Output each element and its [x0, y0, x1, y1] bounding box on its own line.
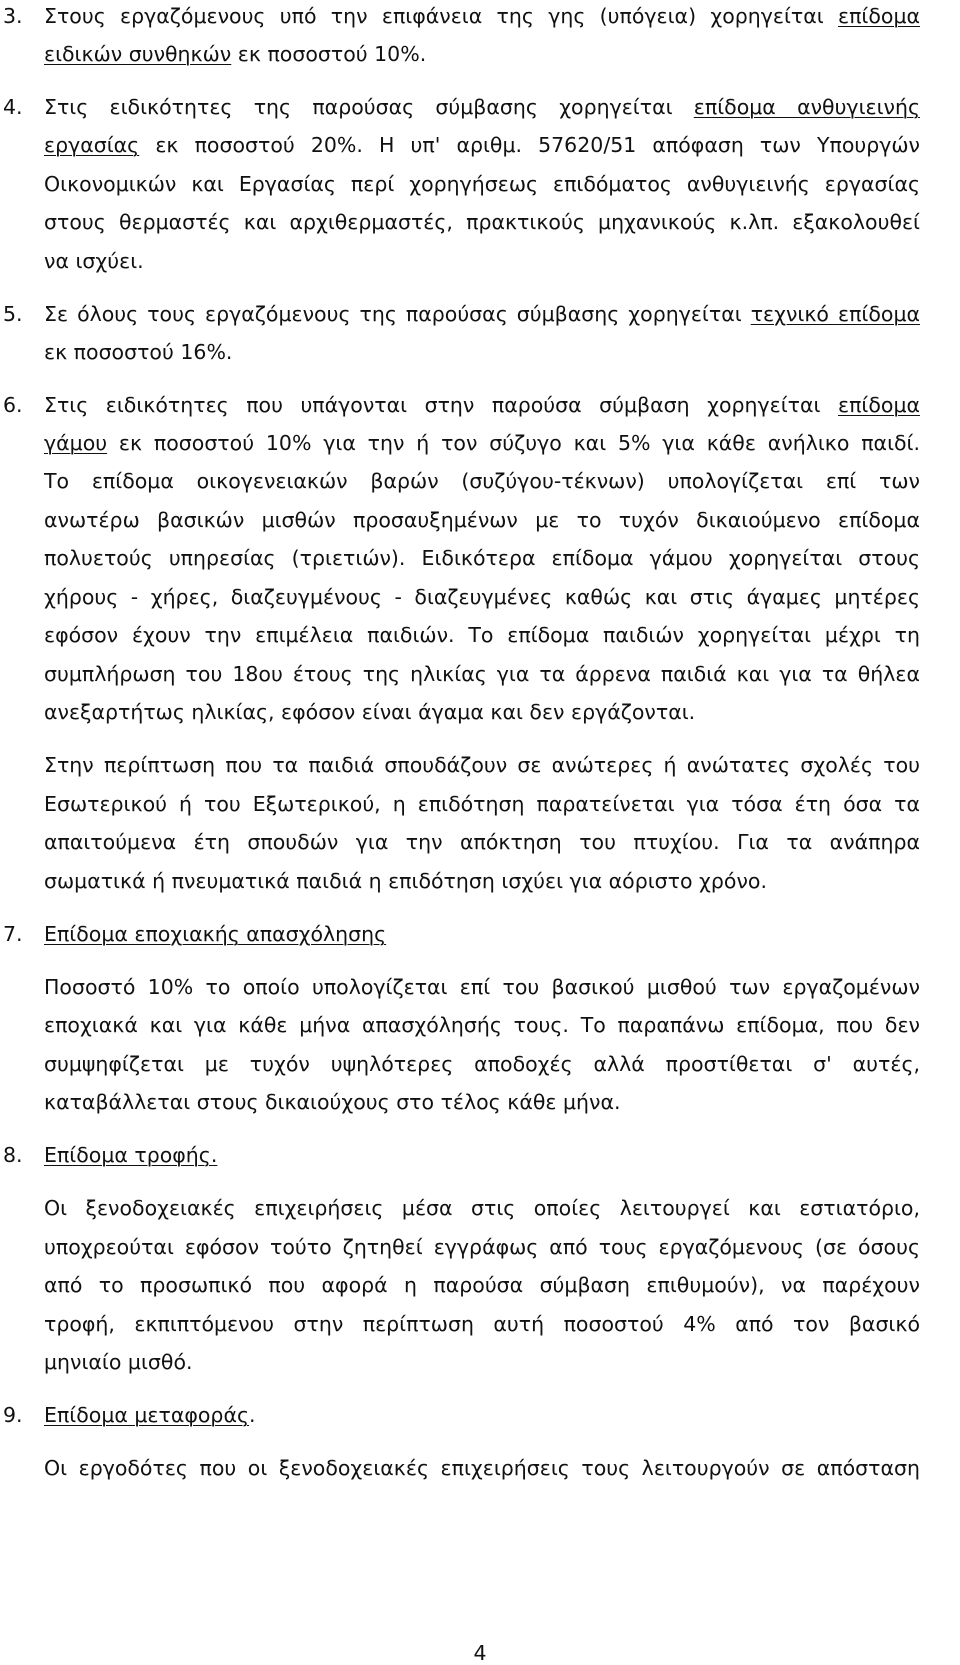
text: εκ ποσοστού 10% για την ή τον σύζυγο και 5% για κάθε ανήλικο παιδί.: [107, 431, 920, 455]
text: .: [249, 1403, 256, 1427]
item-number: 6.: [3, 393, 23, 417]
paragraph-line: [44, 300, 920, 328]
paragraph-line: σωματικά ή πνευματικά παιδιά η επιδότηση ισχύει για αόριστο χρόνο.: [44, 869, 767, 893]
paragraph-line: καταβάλλεται στους δικαιούχους στο τέλος κάθε μήνα.: [44, 1090, 621, 1114]
underlined-term: τεχνικό επίδομα: [750, 302, 921, 326]
paragraph-line: [44, 93, 920, 121]
paragraph-line: [44, 2, 920, 30]
paragraph-line: πολυετούς υπηρεσίας (τριετιών). Ειδικότερα επίδομα γάμου χορηγείται στους: [44, 546, 920, 570]
paragraph-line: εκ ποσοστού 16%.: [44, 340, 233, 364]
underlined-heading: Επίδομα εποχιακής απασχόλησης: [44, 922, 387, 946]
paragraph-line: απαιτούμενα έτη σπουδών για την απόκτηση του πτυχίου. Για τα ανάπηρα: [44, 830, 920, 854]
paragraph-line: [44, 391, 920, 419]
paragraph-line: ανωτέρω βασικών μισθών προσαυξημένων με το τυχόν δικαιούμενο επίδομα: [44, 508, 920, 532]
item-number: 8.: [3, 1143, 23, 1167]
paragraph-line: [44, 131, 920, 159]
underlined-term: επίδομα: [838, 4, 920, 28]
paragraph-line: Οι εργοδότες που οι ξενοδοχειακές επιχειρήσεις τους λειτουργούν σε απόσταση: [44, 1456, 920, 1480]
paragraph-line: μηνιαίο μισθό.: [44, 1350, 193, 1374]
paragraph-line: Ποσοστό 10% το οποίο υπολογίζεται επί του βασικού μισθού των εργαζομένων: [44, 975, 920, 999]
underlined-term: εργασίας: [44, 133, 140, 157]
paragraph-line: χήρους - χήρες, διαζευγμένους - διαζευγμένες καθώς και στις άγαμες μητέρες: [44, 585, 920, 609]
paragraph-line: υποχρεούται εφόσον τούτο ζητηθεί εγγράφως από τους εργαζόμενους (σε όσους: [44, 1235, 920, 1259]
underlined-heading: Επίδομα μεταφοράς: [44, 1403, 249, 1427]
item-number: 5.: [3, 302, 23, 326]
paragraph-line: τροφή, εκπιπτόμενου στην περίπτωση αυτή ποσοστού 4% από τον βασικό: [44, 1312, 920, 1336]
section-heading: [44, 920, 920, 948]
paragraph-line: συμψηφίζεται με τυχόν υψηλότερες αποδοχές αλλά προστίθεται σ' αυτές,: [44, 1052, 920, 1076]
paragraph-line: Οι ξενοδοχειακές επιχειρήσεις μέσα στις οποίες λειτουργεί και εστιατόριο,: [44, 1196, 920, 1220]
item-number: 7.: [3, 922, 23, 946]
paragraph-line: Στην περίπτωση που τα παιδιά σπουδάζουν σε ανώτερες ή ανώτατες σχολές του: [44, 753, 920, 777]
text: εκ ποσοστού 20%. Η υπ' αριθμ. 57620/51 απόφαση των Υπουργών: [139, 133, 920, 157]
section-heading: [44, 1401, 920, 1429]
paragraph-line: [44, 429, 920, 457]
paragraph-line: από το προσωπικό που αφορά η παρούσα σύμβαση επιθυμούν), να παρέχουν: [44, 1273, 920, 1297]
underlined-term: γάμου: [44, 431, 108, 455]
paragraph-line: στους θερμαστές και αρχιθερμαστές, πρακτικούς μηχανικούς κ.λπ. εξακολουθεί: [44, 210, 920, 234]
paragraph-line: συμπλήρωση του 18ου έτους της ηλικίας για τα άρρενα παιδιά και για τα θήλεα: [44, 662, 920, 686]
paragraph-line: να ισχύει.: [44, 249, 144, 273]
underlined-term: επίδομα: [838, 393, 920, 417]
underlined-term: επίδομα ανθυγιεινής: [693, 95, 920, 119]
item-number: 4.: [3, 95, 23, 119]
page-number: 4: [473, 1641, 487, 1665]
paragraph-line: [44, 40, 920, 68]
text: εκ ποσοστού 10%.: [231, 42, 427, 66]
paragraph-line: Το επίδομα οικογενειακών βαρών (συζύγου-τέκνων) υπολογίζεται επί των: [44, 469, 920, 493]
text: Σε όλους τους εργαζόμενους της παρούσας σύμβασης χορηγείται: [44, 302, 751, 326]
paragraph-line: εφόσον έχουν την επιμέλεια παιδιών. Το επίδομα παιδιών χορηγείται μέχρι τη: [44, 623, 920, 647]
paragraph-line: Εσωτερικού ή του Εξωτερικού, η επιδότηση παρατείνεται για τόσα έτη όσα τα: [44, 792, 920, 816]
text: Στις ειδικότητες που υπάγονται στην παρούσα σύμβαση χορηγείται: [44, 393, 838, 417]
paragraph-line: εποχιακά και για κάθε μήνα απασχόλησής τους. Το παραπάνω επίδομα, που δεν: [44, 1013, 920, 1037]
underlined-term: ειδικών συνθηκών: [44, 42, 232, 66]
section-heading: [44, 1141, 920, 1169]
item-number: 3.: [3, 4, 23, 28]
item-number: 9.: [3, 1403, 23, 1427]
text: Στους εργαζόμενους υπό την επιφάνεια της γης (υπόγεια) χορηγείται: [44, 4, 838, 28]
paragraph-line: ανεξαρτήτως ηλικίας, εφόσον είναι άγαμα και δεν εργάζονται.: [44, 700, 696, 724]
paragraph-line: Οικονομικών και Εργασίας περί χορηγήσεως επιδόματος ανθυγιεινής εργασίας: [44, 172, 920, 196]
text: Στις ειδικότητες της παρούσας σύμβασης χορηγείται: [44, 95, 694, 119]
underlined-heading: Επίδομα τροφής.: [44, 1143, 218, 1167]
